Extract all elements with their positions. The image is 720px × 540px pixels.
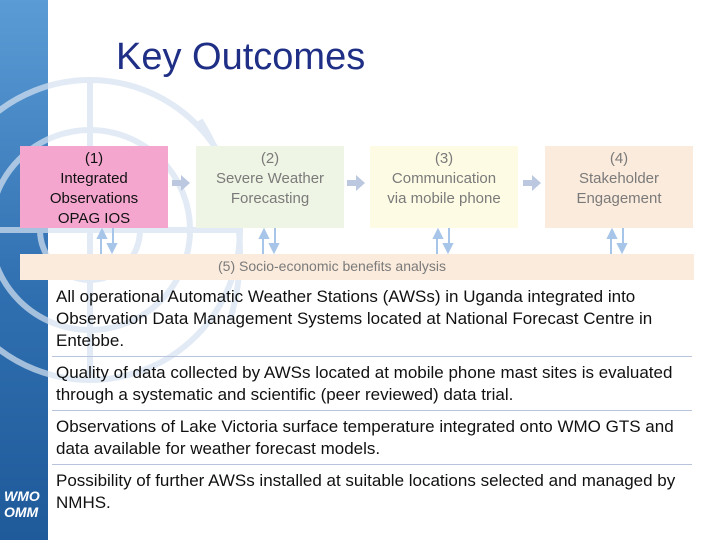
divider: [52, 464, 692, 465]
outcome-box-4-label: (4) Stakeholder Engagement: [576, 150, 662, 207]
right-arrow-icon: [523, 174, 541, 192]
outcome-box-2-label: (2) Severe Weather Forecasting: [215, 150, 325, 207]
wmo-logo: [4, 488, 44, 520]
outcome-paragraph-4: Possibility of further AWSs installed at suitable locations selected and managed by NMHS.: [56, 471, 676, 512]
outcome-paragraph-2: Quality of data collected by AWSs located at mobile phone mast sites is evaluated through a systematic and scientific (peer reviewed) data trial.: [56, 363, 673, 404]
outcome-box-4: [545, 146, 693, 228]
up-down-arrows-icon: [606, 226, 628, 256]
outcome-box-2: [196, 146, 344, 228]
outcome-box-1-label: (1) Integrated Observations OPAG IOS: [49, 150, 139, 227]
outcome-paragraph-3: Observations of Lake Victoria surface temperature integrated onto WMO GTS and data available for weather forecast models.: [56, 417, 674, 458]
up-down-arrows-icon: [258, 226, 280, 256]
divider: [52, 410, 692, 411]
outcome-box-3-label: (3) Communication via mobile phone: [387, 150, 501, 207]
page-title: Key Outcomes: [116, 36, 366, 78]
socio-economic-label: (5) Socio-economic benefits analysis: [218, 258, 446, 274]
logo-line-1: WMO: [4, 488, 40, 504]
divider: [52, 356, 692, 357]
logo-line-2: OMM: [4, 504, 39, 520]
up-down-arrows-icon: [96, 226, 118, 256]
right-arrow-icon: [347, 174, 365, 192]
up-down-arrows-icon: [432, 226, 454, 256]
right-arrow-icon: [172, 174, 190, 192]
outcome-paragraph-1: All operational Automatic Weather Stations (AWSs) in Uganda integrated into Observation Data Management Systems located at National Forecast Centre in Entebbe.: [56, 287, 653, 350]
outcome-box-1: [20, 146, 168, 228]
outcome-box-3: [370, 146, 518, 228]
